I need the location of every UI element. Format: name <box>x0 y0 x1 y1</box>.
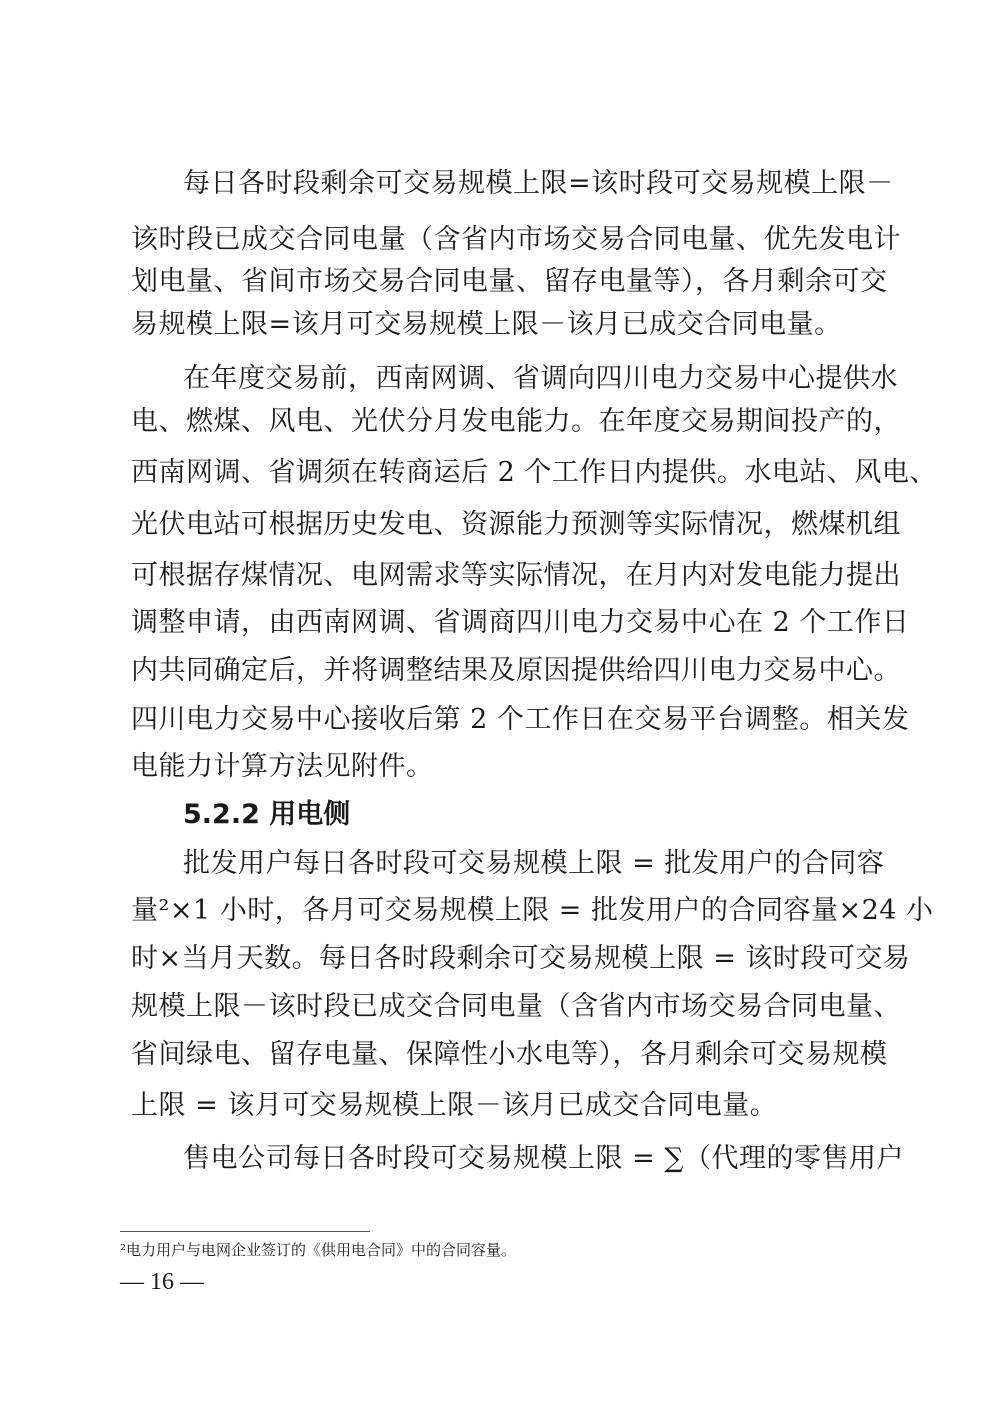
body-text-line: 省间绿电、留存电量、保障性小水电等），各月剩余可交易规模 <box>131 1039 888 1070</box>
body-text-line: 量²×1 小时，各月可交易规模上限 = 批发用户的合同容量×24 小 <box>131 895 934 926</box>
body-text-line: 内共同确定后，并将调整结果及原因提供给四川电力交易中心。 <box>131 655 901 686</box>
body-text-line: 易规模上限=该月可交易规模上限－该月已成交合同电量。 <box>131 309 842 340</box>
body-text-line: 在年度交易前，西南网调、省调向四川电力交易中心提供水 <box>183 363 898 394</box>
body-text-line: 可根据存煤情况、电网需求等实际情况，在月内对发电能力提出 <box>131 560 901 591</box>
body-text-line: 售电公司每日各时段可交易规模上限 = ∑（代理的零售用户 <box>183 1143 905 1174</box>
body-text-line: 西南网调、省调须在转商运后 2 个工作日内提供。水电站、风电、 <box>131 457 937 488</box>
page-number: — 16 — <box>120 1269 204 1295</box>
body-text-line: 划电量、省间市场交易合同电量、留存电量等），各月剩余可交 <box>131 266 888 297</box>
body-text-line: 电能力计算方法见附件。 <box>131 751 434 782</box>
body-text-line: 批发用户每日各时段可交易规模上限 = 批发用户的合同容 <box>183 848 885 879</box>
body-text-line: 调整申请，由西南网调、省调商四川电力交易中心在 2 个工作日 <box>131 607 910 638</box>
body-text-line: 每日各时段剩余可交易规模上限=该时段可交易规模上限－ <box>183 168 894 199</box>
body-text-line: 电、燃煤、风电、光伏分月发电能力。在年度交易期间投产的， <box>131 406 901 437</box>
footnote: ²电力用户与电网企业签订的《供用电合同》中的合同容量。 <box>120 1241 517 1259</box>
body-text-line: 该时段已成交合同电量（含省内市场交易合同电量、优先发电计 <box>131 224 901 255</box>
body-text-line: 规模上限－该时段已成交合同电量（含省内市场交易合同电量、 <box>131 991 901 1022</box>
footnote-divider <box>120 1231 370 1232</box>
body-text-line: 上限 = 该月可交易规模上限－该月已成交合同电量。 <box>131 1090 778 1121</box>
body-text-line: 时×当月天数。每日各时段剩余可交易规模上限 = 该时段可交易 <box>131 943 911 974</box>
body-text-line: 光伏电站可根据历史发电、资源能力预测等实际情况，燃煤机组 <box>131 509 901 540</box>
section-heading: 5.2.2 用电侧 <box>183 799 351 830</box>
body-text-line: 四川电力交易中心接收后第 2 个工作日在交易平台调整。相关发 <box>131 704 910 735</box>
